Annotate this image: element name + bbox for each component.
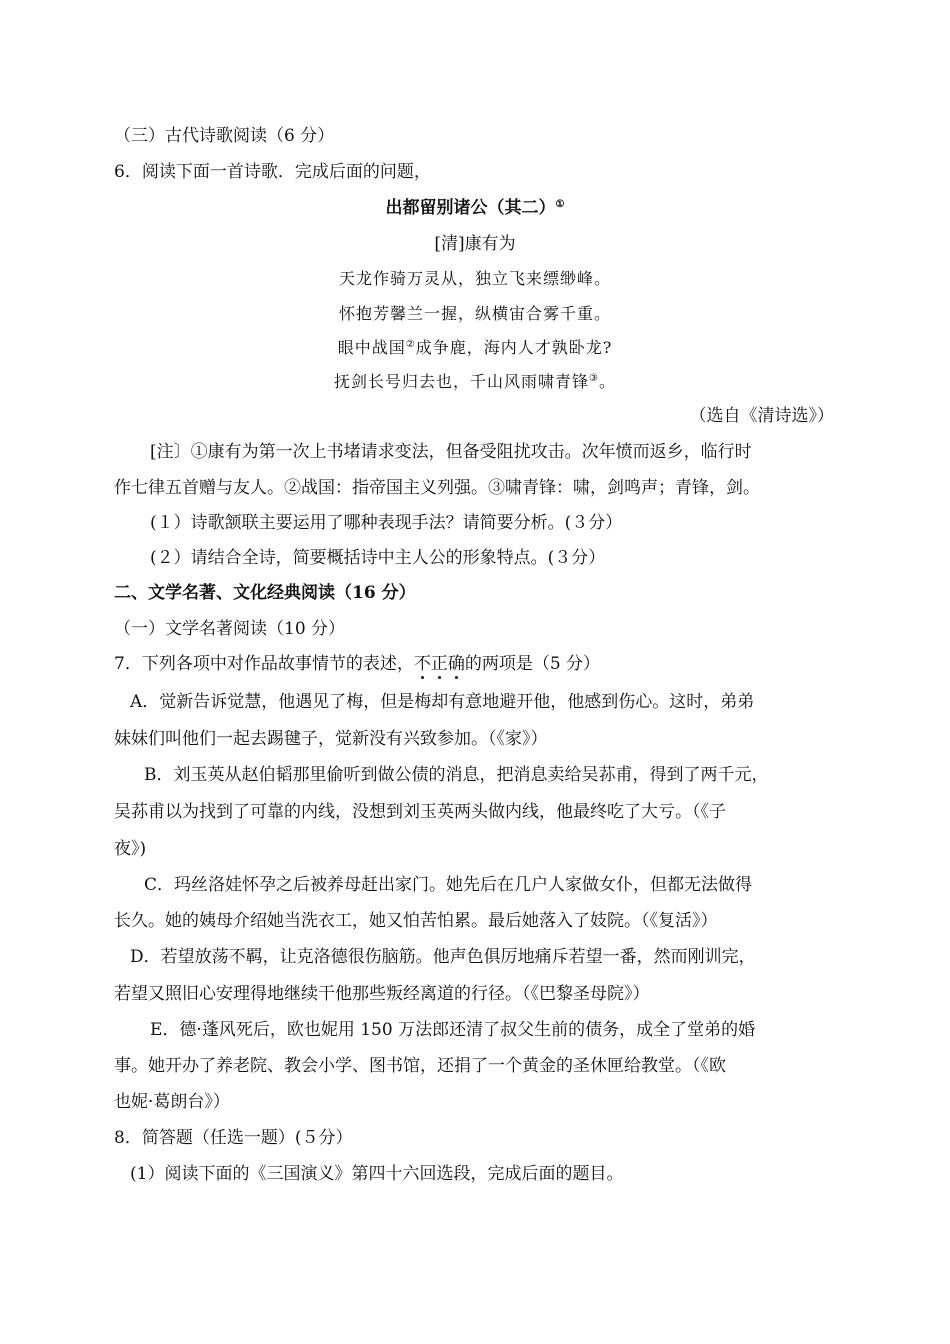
poem-line-2: 怀抱芳馨兰一握，纵横宙合雾千重。 — [338, 304, 611, 323]
question-6-prompt: 6．阅读下面一首诗歌．完成后面的问题， — [114, 162, 431, 182]
part-2-heading: 二、文学名著、文化经典阅读（16 分） — [114, 583, 416, 603]
option-e-line-1: E．德·蓬风死后，欧也妮用 150 万法郎还清了叔父生前的债务，成全了堂弟的婚 — [150, 1020, 756, 1040]
question-8-sub-1: (1）阅读下面的《三国演义》第四十六回选段，完成后面的题目。 — [130, 1164, 624, 1184]
option-a-line-1: A．觉新告诉觉慧，他遇见了梅，但是梅却有意地避开他，他感到伤心。这时，弟弟 — [130, 692, 755, 712]
poem-line-3-part-b: 成争鹿，海内人才孰卧龙? — [415, 338, 613, 357]
question-7-prompt — [114, 652, 600, 676]
option-b-line-3: 夜》) — [114, 839, 147, 859]
option-c-line-1: C．玛丝洛娃怀孕之后被养母赶出家门。她先后在几户人家做女仆，但都无法做得 — [144, 875, 753, 895]
poem-line-1: 天龙作骑万灵从，独立飞来缥缈峰。 — [338, 269, 611, 288]
option-a-line-2: 妹妹们叫他们一起去踢毽子，觉新没有兴致参加。（《家》） — [114, 729, 548, 749]
option-b-line-1: B．刘玉英从赵伯韬那里偷听到做公债的消息，把消息卖给吴荪甫，得到了两千元， — [144, 765, 769, 785]
poem-author: [清]康有为 — [434, 234, 516, 254]
emphasis-char: 确 — [447, 654, 465, 674]
poem-source: （选自《清诗选》） — [689, 406, 834, 426]
option-e-line-2: 事。她开办了养老院、教会小学、图书馆，还捐了一个黄金的圣休匣给教堂。（《欧 — [114, 1056, 726, 1076]
option-d-line-1: D．若望放荡不羁，让克洛德很伤脑筋。他声色俱厉地痛斥若望一番，然而刚训完， — [130, 947, 756, 967]
section3-heading: （三）古代诗歌阅读（6 分） — [114, 126, 335, 146]
poem-notes-line-2: 作七律五首赠与友人。②战国：指帝国主义列强。③啸青锋：啸，剑鸣声；青锋，剑。 — [114, 478, 760, 498]
poem-line-3-part-a: 眼中战国 — [337, 338, 406, 357]
poem-line-4-note-marker: ③ — [589, 373, 599, 384]
poem-line-4 — [0, 370, 950, 394]
poem-line-4-part-a: 抚剑长号归去也，千山风雨啸青锋 — [334, 372, 590, 391]
poem-title-text: 出都留别诸公（其二） — [385, 198, 556, 218]
question-7-prefix: 7．下列各项中对作品故事情节的表述， — [114, 654, 414, 674]
emphasis-char: 正 — [430, 654, 448, 674]
section1-heading: （一）文学名著阅读（10 分） — [114, 619, 346, 639]
poem-line-3-note-marker: ② — [405, 339, 416, 350]
poem-line-3 — [0, 336, 950, 360]
question-7-suffix: 的两项是（5 分） — [464, 654, 601, 674]
poem-title — [0, 196, 950, 220]
option-b-line-2: 吴荪甫以为找到了可靠的内线，没想到刘玉英两头做内线，他最终吃了大亏。（《子 — [114, 802, 726, 822]
emphasis-char: 不 — [413, 654, 431, 674]
poem-line-4-part-b: 。 — [598, 372, 616, 391]
option-c-line-2: 长久。她的姨母介绍她当洗衣工，她又怕苦怕累。最后她落入了妓院。（《复活》） — [114, 911, 718, 931]
question-8-heading: 8．简答题（任选一题）(５分） — [114, 1128, 353, 1148]
question-6-sub-2: (２）请结合全诗，简要概括诗中主人公的形象特点。(３分） — [150, 548, 606, 568]
poem-notes-line-1: [注〕①康有为第一次上书堵请求变法，但备受阻扰攻击。次年愤而返乡，临行时 — [150, 442, 752, 462]
option-d-line-2: 若望又照旧心安理得地继续干他那些叛经离道的行径。（《巴黎圣母院》） — [114, 984, 650, 1004]
question-6-sub-1: (１）诗歌颔联主要运用了哪种表现手法？请简要分析。(３分） — [150, 513, 623, 533]
option-e-line-3: 也妮·葛朗台》） — [114, 1092, 230, 1112]
poem-title-note-marker: ① — [555, 199, 565, 210]
